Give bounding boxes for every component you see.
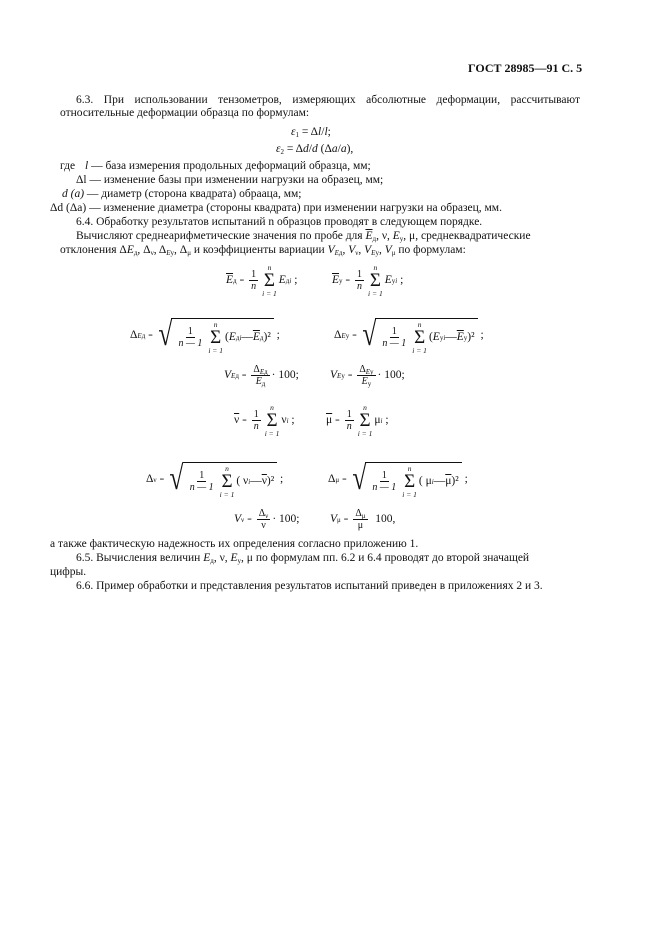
paragraph-6-3: 6.3. При использовании тензометров, измеряющих абсолютные деформации, рассчитывают относительные деформации образца по формулам: — [60, 94, 580, 120]
legend-item: d (a) — диаметр (сторона квадрата) обрааца, мм; — [62, 188, 302, 200]
formula-mean-ed: $\overline{E}$ д = $\frac{1}{n}$ n Σ i = 1 E дi ; — [226, 263, 298, 298]
paragraph-6-6: 6.6. Пример обработки и представления результатов испытаний приведен в приложениях 2 и 3. — [76, 580, 543, 592]
paragraph-6-4-line2: отклонения $\Delta E_д$, $\Delta_\nu$, $\Delta_{Ey}$, $\Delta_\mu$ и коэффициенты вариации $V_{Eд}$, $V_\nu$, $V_{Ey}$, $V_\mu$ по формулам: — [60, 244, 466, 257]
formula-std-nu: Δ ν = √ $\frac{1}{n — 1}$ n Σ i = 1 ( ν i — $\overline{\nu}$ )² ; — [146, 460, 284, 499]
formula-epsilon-2: $\varepsilon_2 = \Delta d/d$ (Δa/a), — [276, 143, 354, 156]
legend-item: Δl — изменение базы при изменении нагрузки на образец, мм; — [76, 174, 384, 186]
formula-mean-nu: $\overline{\nu}$ = $\frac{1}{n}$ n Σ i = 1 ν i ; — [234, 403, 295, 438]
legend-where: где — [60, 160, 76, 172]
legend-item: Δd (Δa) — изменение диаметра (стороны квадрата) при изменении нагрузки на образец, мм. — [50, 202, 502, 214]
formula-std-ey: Δ Ey = √ $\frac{1}{n — 1}$ n Σ i = 1 ( E yi — $\overline{E}$ y )² ; — [334, 316, 484, 355]
formula-std-ed: Δ Eд = √ $\frac{1}{n — 1}$ n Σ i = 1 ( E дi — $\overline{E}$ д )² ; — [130, 316, 280, 355]
formula-epsilon-1: $\varepsilon_1 = \Delta l/l$; — [291, 126, 331, 139]
formula-var-mu: V μ = $\frac{\Delta_\mu}{\mu}$ 100, — [330, 508, 396, 531]
formula-var-ed: V Eд = $\frac{\Delta_{Eд}}{\overline{E}_д}$ · 100; — [224, 364, 299, 388]
paragraph-after-formulas: а также фактическую надежность их определения согласно приложению 1. — [50, 538, 419, 550]
paragraph-6-4-line1: Вычисляют среднеарифметические значения по пробе для $\overline{E}_д$, ν, $E_y$, μ, среднеквадратические — [76, 230, 531, 243]
formula-var-ey: V Ey = $\frac{\Delta_{Ey}}{\overline{E}_y}$ · 100; — [330, 364, 405, 388]
formula-var-nu: V ν = $\frac{\Delta_\nu}{\nu}$ · 100; — [234, 508, 300, 531]
formula-std-mu: Δ μ = √ $\frac{1}{n — 1}$ n Σ i = 1 ( μ i — $\overline{\mu}$ )² ; — [328, 460, 468, 499]
legend-item: l — база измерения продольных деформаций образца, мм; — [85, 160, 371, 172]
paragraph-6-4: 6.4. Обработку результатов испытаний n образцов проводят в следующем порядке. — [76, 216, 483, 228]
paragraph-6-5: 6.5. Вычисления величин $E_д$, ν, $E_y$, μ по формулам пп. 6.2 и 6.4 проводят до второй значащей — [76, 552, 530, 565]
paragraph-6-5-end: цифры. — [50, 566, 87, 578]
page-header: ГОСТ 28985—91 С. 5 — [468, 61, 583, 75]
formula-mean-mu: $\overline{\mu}$ = $\frac{1}{n}$ n Σ i = 1 μ i ; — [326, 403, 389, 438]
formula-mean-ey: $\overline{E}$ y = $\frac{1}{n}$ n Σ i = 1 E yi ; — [332, 263, 404, 298]
